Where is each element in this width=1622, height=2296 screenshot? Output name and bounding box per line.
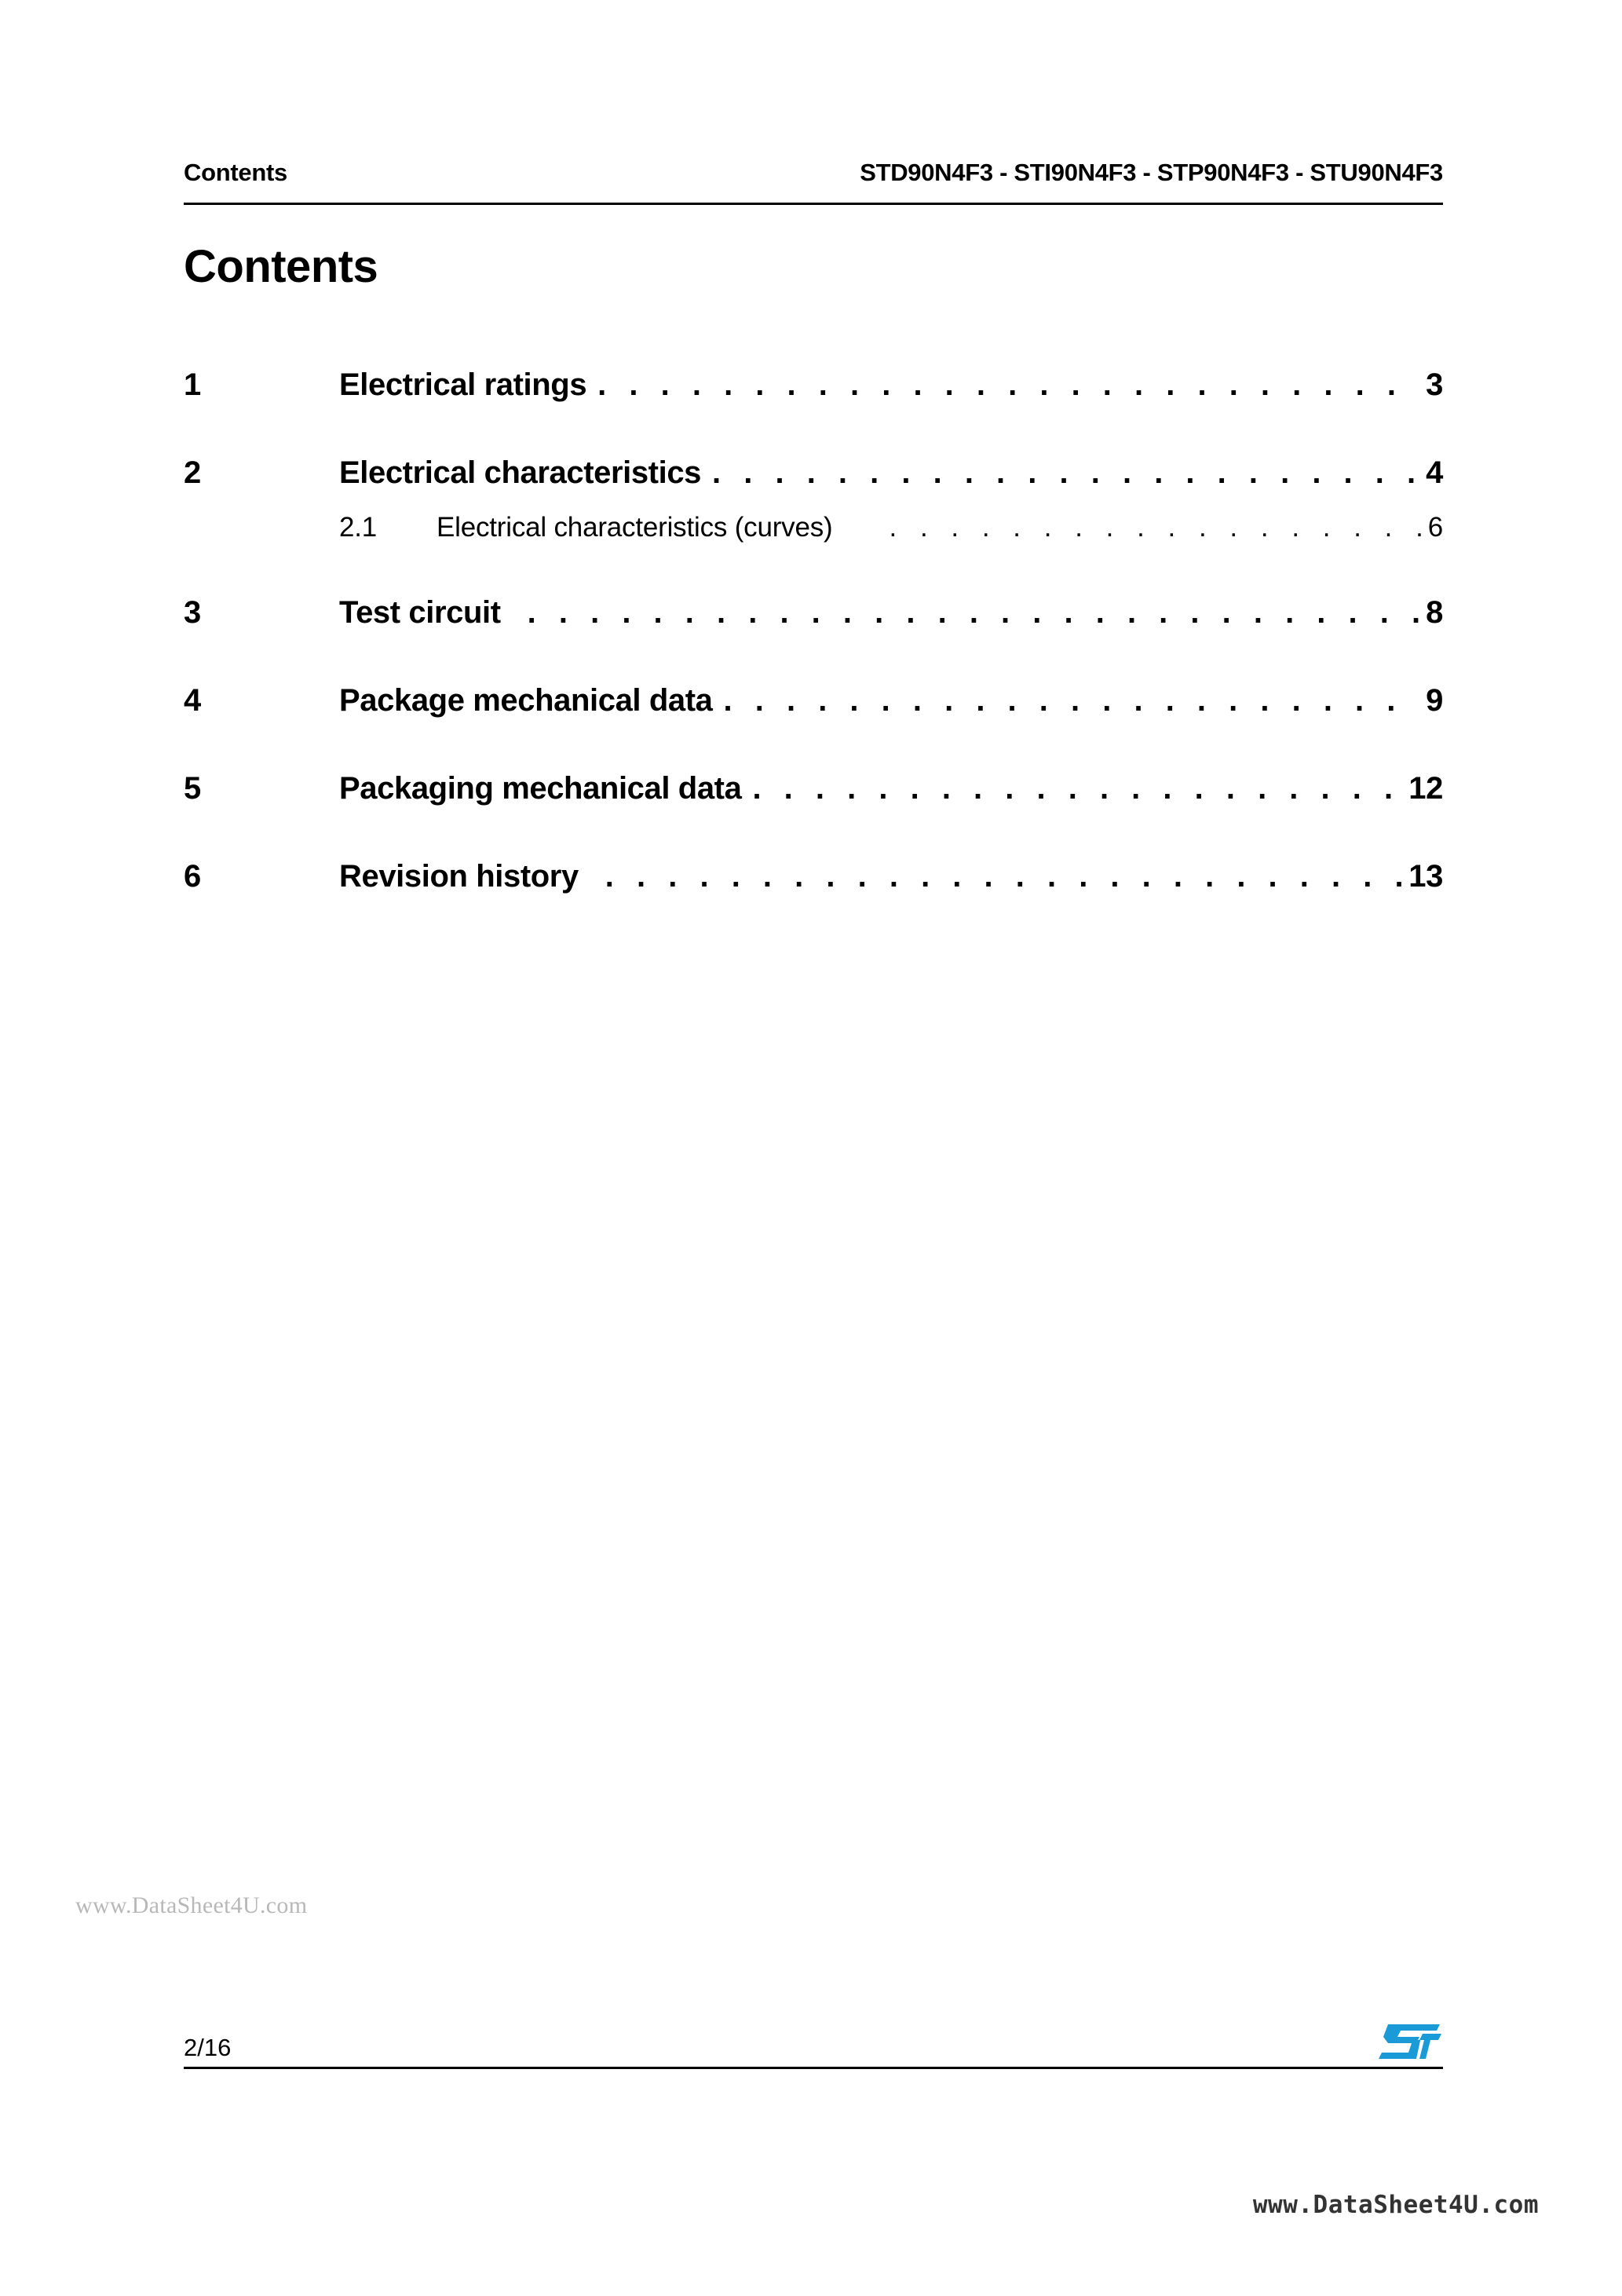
toc-subentry-electrical-characteristics-curves[interactable] [184, 512, 1443, 543]
toc-entry-number: 5 [184, 771, 201, 806]
toc-entry-title: Package mechanical data [339, 683, 713, 718]
toc-leader-dots [528, 595, 1420, 631]
toc-entry-page: 13 [1408, 859, 1443, 894]
toc-entry-revision-history[interactable] [184, 859, 1443, 894]
toc-entry-page: 12 [1408, 771, 1443, 806]
watermark-bottom-text[interactable]: www.DataSheet4U.com [1252, 2191, 1539, 2219]
toc-entry-page: 9 [1426, 683, 1443, 718]
toc-entry-page: 3 [1426, 367, 1443, 402]
toc-entry-number: 3 [184, 595, 201, 630]
toc-entry-electrical-characteristics[interactable] [184, 455, 1443, 491]
toc-entry-title: Electrical characteristics [339, 455, 702, 490]
toc-entry-title: Test circuit [339, 595, 501, 630]
toc-leader-dots [724, 683, 1420, 718]
toc-leader-dots [712, 455, 1419, 491]
toc-entry-number: 2 [184, 455, 201, 490]
toc-entry-electrical-ratings[interactable] [184, 367, 1443, 403]
toc-entry-title: Electrical characteristics (curves) [437, 512, 833, 543]
page-header [184, 159, 1443, 205]
header-section-label: Contents [184, 159, 287, 186]
toc-entry-number: 1 [184, 367, 201, 402]
page-title: Contents [184, 241, 378, 292]
toc-leader-dots [605, 859, 1403, 894]
toc-entry-number: 2.1 [339, 512, 378, 543]
toc-entry-page: 4 [1426, 455, 1443, 490]
toc-entry-page: 8 [1426, 595, 1443, 630]
toc-entry-number: 6 [184, 859, 201, 894]
toc-leader-dots [597, 367, 1419, 403]
toc-leader-dots [752, 771, 1402, 806]
page-number: 2/16 [184, 2034, 232, 2061]
header-part-numbers: STD90N4F3 - STI90N4F3 - STP90N4F3 - STU90N4F3 [860, 159, 1443, 186]
toc-entry-title: Electrical ratings [339, 367, 587, 402]
toc-entry-title: Packaging mechanical data [339, 771, 742, 806]
watermark-text[interactable]: www.DataSheet4U.com [75, 1892, 308, 1918]
toc-entry-test-circuit[interactable] [184, 595, 1443, 631]
page-footer [184, 2026, 1443, 2069]
toc-entry-package-mechanical-data[interactable] [184, 683, 1443, 718]
toc-entry-number: 4 [184, 683, 201, 718]
toc-entry-title: Revision history [339, 859, 579, 894]
toc-leader-dots [890, 512, 1422, 543]
st-logo-icon [1377, 2023, 1441, 2060]
toc-entry-packaging-mechanical-data[interactable] [184, 771, 1443, 806]
toc-entry-page: 6 [1427, 512, 1443, 543]
